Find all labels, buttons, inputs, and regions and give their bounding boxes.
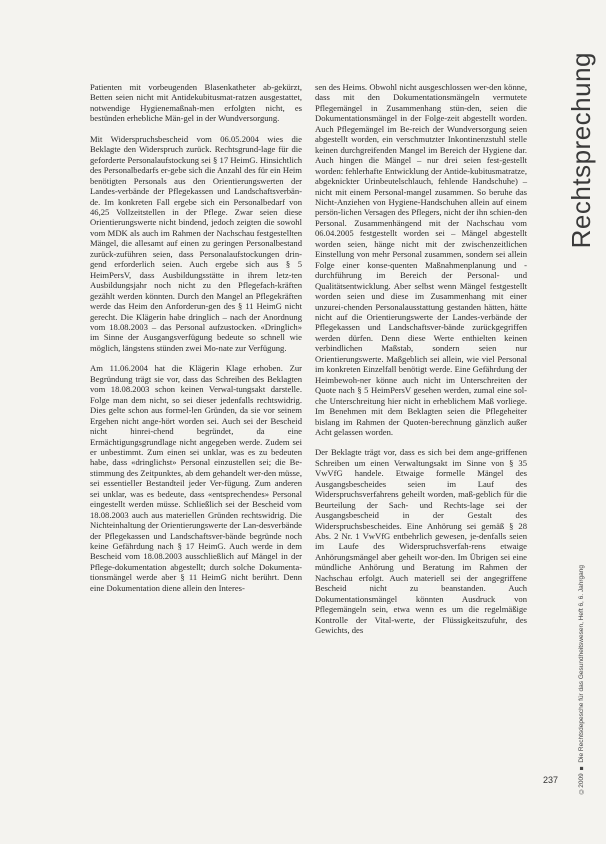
rubric-label: Rechtsprechung — [565, 51, 596, 249]
journal-footer — [574, 560, 588, 800]
section-rubric — [563, 40, 599, 260]
paragraph: Patienten mit vorbeugenden Blasenkatheter ab-gekürzt, Betten seien nicht mit Antidekubitusmat-ratzen ausgestattet, notwendige Hygienemaßnah-men erfolgten nicht, es bestünden erhebliche Män-gel in der Wundversorgung. — [90, 82, 302, 124]
paragraph: Der Beklagte trägt vor, dass es sich bei dem ange-griffenen Schreiben um einen Verwaltungsakt im Sinne von § 35 VwVfG handele. Etwaige formelle Mängel des Ausgangsbescheides seien im Lauf des Widerspruchsverfahrens geheilt worden, maß-geblich für die Beurteilung der Sach- und Rechts-lage sei der Ausgangsbescheid in der Gestalt des Widerspruchsbescheides. Eine Anhörung sei gemäß § 28 Abs. 2 Nr. 1 VwVfG entbehrlich gewesen, je-denfalls seien im Laufe des Widerspruchsverfah-rens etwaige Anhörungsmängel aber geheilt wor-den. Im Übrigen sei eine mündliche Anhörung und Beratung im Rahmen der Nachschau erfolgt. Auch materiell sei der angegriffene Bescheid nicht zu beanstanden. Auch Dokumentationsmängel könnten Ausdruck von Pflegemängeln sein, etwa wenn es um die regelmäßige Kontrolle der Vital-werte, der Flüssigkeitszufuhr, des Gewichts, des — [315, 447, 527, 636]
paragraph: Mit Widerspruchsbescheid vom 06.05.2004 wies die Beklagte den Widerspruch zurück. Rechtsgrund-lage für die geforderte Personalaufstockung sei § 17 HeimG. Hinsichtlich des Personalbedarfs er-gebe sich die Anzahl des für ein Heim benötigten Personals aus den Orientierungswerten der Landes-verbände der Pflegekassen und Landschaftsverbän-de. Im konkreten Fall ergebe sich ein Personalbedarf von 46,25 Vollzeitstellen in der Pflege. Zwar seien diese Orientierungswerte nicht bindend, jedoch zeigten die sowohl vom MDK als auch im Rahmen der Nachschau festgestellten Mängel, die allesamt auf einen zu geringen Personalbestand zurück-zuführen seien, dass Personalaufstockungen drin-gend erforderlich seien. Auch ergebe sich aus § 5 HeimPersV, dass Ausbildungsstätte in ihrem letz-ten Ausbildungsjahr noch nicht zu den Pflegefach-kräften gezählt werden könnten. Durch den Mangel an Pflegekräften werde das Heim den Anforderun-gen des § 11 HeimG nicht gerecht. Die Klägerin habe dringlich – nach der Anordnung vom 18.08.2003 – das Personal aufzustocken. «Dringlich» im Sinne der Ausgangsverfügung bedeute so schnell wie möglich, längstens stünden zwei Mo-nate zur Verfügung. — [90, 133, 302, 353]
paragraph: sen des Heims. Obwohl nicht ausgeschlossen wer-den könne, dass mit den Dokumentationsmängeln vermutete Pflegemängel in Zusammenhang stün-den, seien die Dokumentationsmängel in der Folge-zeit abgestellt worden. Auch Pflegemängel im Be-reich der Wundversorgung seien abgestellt worden, ein verschmutzter Inkontinenzstuhl stelle keinen durchgreifenden Mangel im Bereich der Hygiene dar. Auch hingen die Mängel – nur drei seien fest-gestellt worden: fehlerhafte Entwicklung der Antide-kubitusmatratze, abgeknickter Urinbeutelschlauch, fehlende Handschuhe) – nicht mit einem Personal-mangel zusammen. So beruhe das Nicht-Anziehen von Hygiene-Handschuhen allein auf einem persön-lichen Versagen des Pflegers, nicht der ihn schien-den Personal. Zusammenhängend mit der Nachschau vom 06.04.2005 festgestellt worden sei – Mängel abgestellt worden seien, hänge nicht mit der zwischenzeitlichen Einstellung von mehr Personal zusammen, sondern sei allein Folge einer konse-quenten Maßnahmenplanung und -durchführung im Bereich der Personal- und Qualitätsentwicklung. Aber selbst wenn Mängel festgestellt worden seien und diese im Zusammenhang mit einer unzurei-chenden Personalausstattung gestanden hätten, hätte nicht auf die Orientierungswerte der Landes-verbände der Pflegekassen und Landschaftsver-bände zurückgegriffen werden dürfen. Denn diese Werte enthielten keinen verbindlichen Maßstab, sondern seien nur Orientierungswerte. Maßgeblich sei allein, wie viel Personal im konkreten Einzelfall benötigt werde. Eine Gefährdung der Heimbewoh-ner könne auch nicht im Unterschreiten der Quote nach § 5 HeimPersV gesehen werden, zumal eine sol-che Unterschreitung hier nicht in erheblichem Maß vorliege. Im Benehmen mit dem Beklagten seien die Pflegeheiter bislang im Rahmen der Quoten-berechnung gänzlich außer Acht gelassen worden. — [315, 82, 527, 437]
page-number: 237 — [543, 775, 559, 785]
text-column-right — [315, 82, 527, 636]
text-column-left — [90, 82, 302, 593]
footer-text: ©2009 ■ Die Rechtsdepesche für das Gesundheitswesen, Heft 6, 6. Jahrgang — [577, 565, 585, 795]
paragraph: Am 11.06.2004 hat die Klägerin Klage erhoben. Zur Begründung trägt sie vor, dass das Schreiben des Beklagten vom 18.08.2003 schon keinen Verwal-tungsakt darstelle. Folge man dem nicht, so sei dieser jedenfalls rechtswidrig. Dies gelte schon aus formel-len Gründen, da sie vor seinem Ergehen nicht ange-hört worden sei. Auch sei der Bescheid nicht hinrei-chend begründet, da eine Ermächtigungsgrundlage nicht angegeben werde. Zudem sei er unbestimmt. Zum einen sei unklar, was es zu bedeuten habe, dass «dringlichst» Personal einzustellen sei; die Be-stimmung des Zeitpunktes, ab dem gehandelt wer-den müsse, sei essentieller Bestandteil jeder Ver-fügung. Zum anderen sei unklar, was es bedeute, dass «entsprechendes» Personal eingestellt werden müsse. Schließlich sei der Bescheid vom 18.08.2003 auch aus materiellen Gründen rechtswidrig. Die Nichteinhaltung der Orientierungswerte der Lan-desverbände der Pflegekassen und Landschaftsver-bände begründe noch keine Gefährdung nach § 17 HeimG. Auch werde in dem Bescheid vom 18.08.2003 ausschließlich auf Mängel in der Pflege-dokumentation abgestellt; durch solche Dokumenta-tionsmängel werde aber § 11 HeimG nicht berührt. Denn eine Dokumentation diene allein den Interes- — [90, 363, 302, 593]
